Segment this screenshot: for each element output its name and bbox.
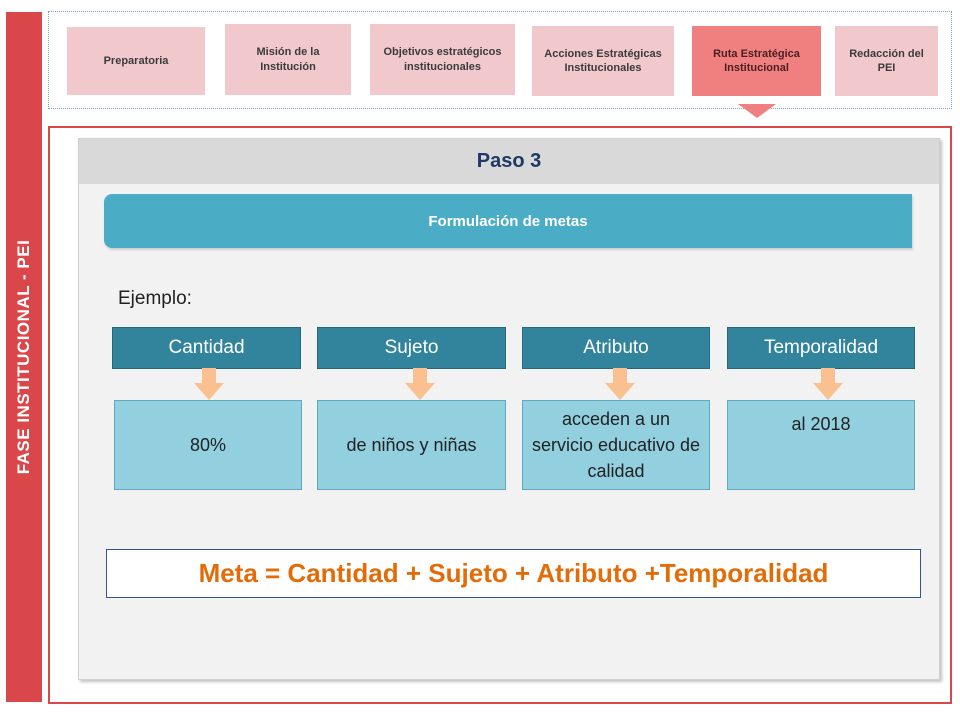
component-value-cantidad: 80%	[114, 400, 302, 490]
nav-step-objetivos[interactable]: Objetivos estratégicos institucionales	[370, 24, 515, 95]
component-value-atributo: acceden a un servicio educativo de calidad	[522, 400, 710, 490]
nav-step-preparatoria[interactable]: Preparatoria	[67, 27, 205, 95]
nav-step-mision[interactable]: Misión de la Institución	[225, 24, 351, 95]
down-arrow-icon	[194, 368, 224, 400]
nav-step-ruta-active[interactable]: Ruta Estratégica Institucional	[692, 26, 821, 96]
phase-sidebar	[6, 12, 42, 702]
component-header-sujeto: Sujeto	[317, 327, 506, 369]
phase-sidebar-label: FASE INSTITUCIONAL - PEI	[14, 239, 33, 475]
example-label: Ejemplo:	[118, 288, 192, 309]
down-arrow-icon	[813, 368, 843, 400]
component-header-temporalidad: Temporalidad	[727, 327, 915, 369]
down-arrow-icon	[405, 368, 435, 400]
component-value-temporalidad: al 2018	[727, 400, 915, 490]
step-title: Paso 3	[79, 139, 939, 184]
component-value-sujeto: de niños y niñas	[317, 400, 506, 490]
component-header-cantidad: Cantidad	[112, 327, 301, 369]
meta-formula: Meta = Cantidad + Sujeto + Atributo +Temporalidad	[106, 549, 921, 598]
down-arrow-icon	[605, 368, 635, 400]
nav-step-redaccion[interactable]: Redacción del PEI	[835, 26, 938, 96]
nav-step-acciones[interactable]: Acciones Estratégicas Institucionales	[532, 26, 674, 96]
step-subtitle-bar: Formulación de metas	[104, 194, 912, 248]
active-step-pointer	[738, 104, 776, 118]
component-header-atributo: Atributo	[522, 327, 710, 369]
